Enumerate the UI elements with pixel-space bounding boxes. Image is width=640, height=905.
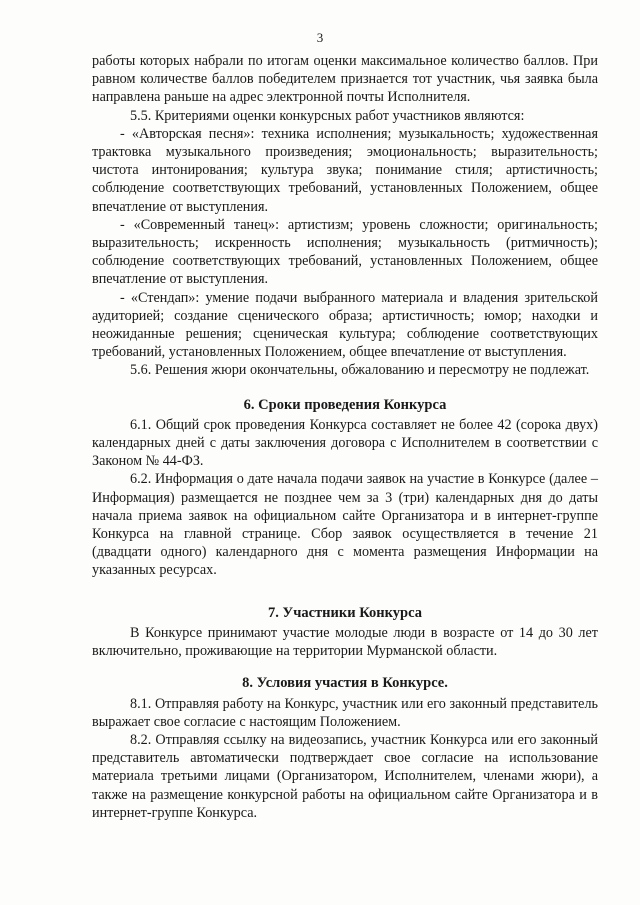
criteria-modern-dance: - «Современный танец»: артистизм; уровень сложности; оригинальность; выразительность; искренность исполнения; музыкальность (ритмичность); соблюдение соответствующих требований, установленных Положением, общее впечатление от выступления. (92, 216, 598, 288)
paragraph-6-2: 6.2. Информация о дате начала подачи заявок на участие в Конкурсе (далее – Информация) размещается не позднее чем за 3 (три) календарных дня до даты начала приема заявок на официальном сайте Организатора и в интернет-группе Конкурса на главной странице. Сбор заявок осуществляется в течение 21 (двадцати одного) календарного дня с момента размещения Информации на указанных ресурсах. (92, 471, 598, 579)
section-7-title: 7. Участники Конкурса (268, 604, 422, 621)
paragraph-5-5: 5.5. Критериями оценки конкурсных работ участников являются: (130, 107, 525, 124)
paragraph-6-1: 6.1. Общий срок проведения Конкурса составляет не более 42 (сорока двух) календарных дней с даты заключения договора с Исполнителем в соответствии с Законом № 44-ФЗ. (92, 416, 598, 470)
document-body (92, 52, 598, 822)
section-8-title: 8. Условия участия в Конкурсе. (242, 675, 448, 692)
paragraph-8-1: 8.1. Отправляя работу на Конкурс, участник или его законный представитель выражает свое согласие с настоящим Положением. (92, 695, 598, 730)
paragraph-7: В Конкурсе принимают участие молодые люди в возрасте от 14 до 30 лет включительно, проживающие на территории Мурманской области. (92, 624, 598, 660)
paragraph-5-6: 5.6. Решения жюри окончательны, обжалованию и пересмотру не подлежат. (130, 362, 590, 379)
page-number: 3 (316, 30, 324, 45)
paragraph-continuation: работы которых набрали по итогам оценки максимальное количество баллов. При равном количестве баллов победителем признается тот участник, чья заявка была направлена раньше на адрес электронной почты Исполнителя. (92, 53, 598, 106)
criteria-author-song: - «Авторская песня»: техника исполнения; музыкальность; художественная трактовка музыкального произведения; эмоциональность; выразительность; чистота интонирования; культура звука; понимание стиля; артистичность; соблюдение соответствующих требований, установленных Положением, общее впечатление от выступления. (92, 125, 598, 215)
section-6-title: 6. Сроки проведения Конкурса (243, 396, 447, 413)
criteria-standup: - «Стендап»: умение подачи выбранного материала и владения зрительской аудиторией; создание сценического образа; артистичность; юмор; находки и неожиданные решения; сценическая культура; соблюдение соответствующих требований, установленных Положением, общее впечатление от выступления. (92, 289, 598, 361)
paragraph-8-2: 8.2. Отправляя ссылку на видеозапись, участник Конкурса или его законный представитель автоматически подтверждает свое согласие на использование материала третьими лицами (Организатором, Исполнителем, членами жюри), а также на размещение конкурсной работы на официальном сайте Организатора и в интернет-группе Конкурса. (92, 731, 598, 821)
